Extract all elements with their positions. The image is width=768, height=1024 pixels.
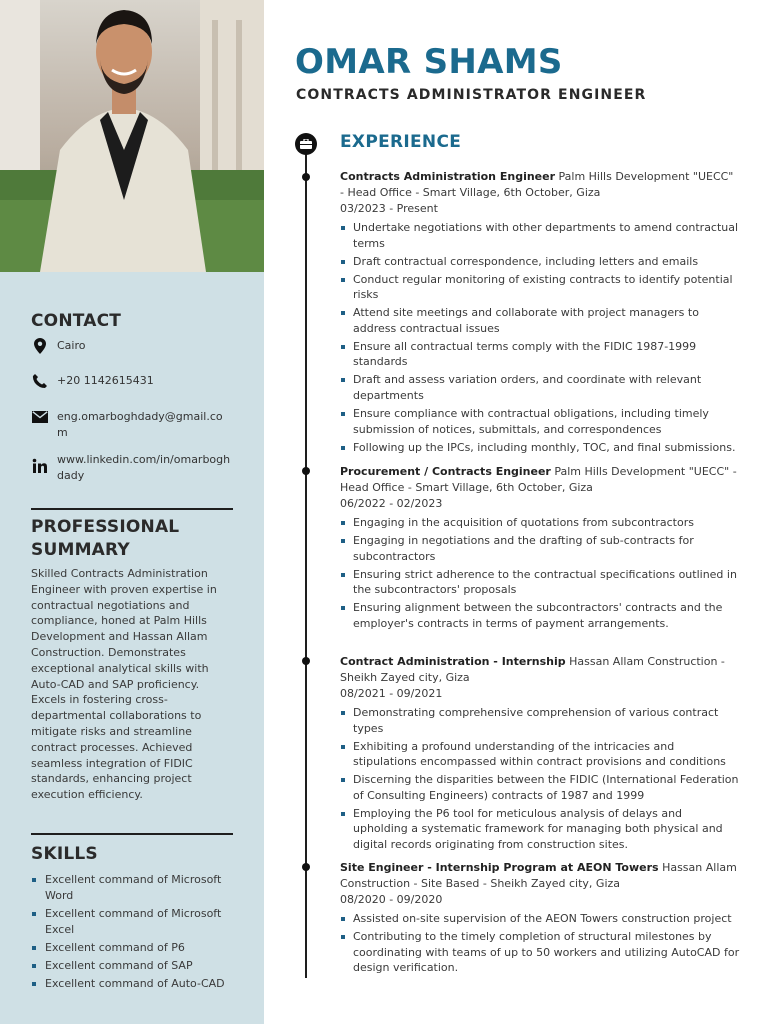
contact-linkedin[interactable]	[31, 452, 233, 483]
job-dates: 08/2020 - 09/2020	[340, 893, 443, 906]
profile-photo-illustration	[0, 0, 264, 272]
job-role: Procurement / Contracts Engineer	[340, 465, 551, 478]
sidebar	[0, 0, 264, 1024]
job-company: Palm Hills Development "UECC" - Head Office - Smart Village, 6th October, Giza	[340, 465, 737, 494]
contact-location	[31, 338, 233, 360]
timeline-dot	[302, 467, 310, 475]
skill-item: Excellent command of P6	[31, 940, 233, 956]
job-bullet: Engaging in negotiations and the drafting of sub-contracts for subcontractors	[340, 533, 740, 564]
job-bullet: Assisted on-site supervision of the AEON Towers construction project	[340, 911, 740, 927]
briefcase-icon	[295, 133, 317, 155]
job-dates: 03/2023 - Present	[340, 202, 438, 215]
timeline-dot	[302, 863, 310, 871]
job-entry	[340, 654, 740, 855]
contact-heading: CONTACT	[31, 311, 122, 331]
skill-item: Excellent command of Microsoft Word	[31, 872, 233, 904]
job-header	[340, 464, 740, 496]
job-dates: 08/2021 - 09/2021	[340, 687, 443, 700]
sidebar-content	[31, 310, 233, 994]
job-bullet: Ensuring alignment between the subcontractors' contracts and the employer's contracts in terms of payment arrangements.	[340, 600, 740, 631]
skills-heading: SKILLS	[31, 843, 98, 864]
phone-icon	[31, 373, 49, 389]
skill-item: Excellent command of Auto-CAD	[31, 976, 233, 992]
job-bullet: Attend site meetings and collaborate with project managers to address contractual issues	[340, 305, 740, 336]
section-divider	[31, 833, 233, 835]
job-bullet: Conduct regular monitoring of existing contracts to identify potential risks	[340, 272, 740, 303]
timeline-dot	[302, 657, 310, 665]
job-bullet: Contributing to the timely completion of structural milestones by coordinating with teams of up to 50 workers and utilizing AutoCAD for design verification.	[340, 929, 740, 976]
email-icon	[31, 409, 49, 425]
job-bullet: Exhibiting a profound understanding of the intricacies and stipulations encompassed within contract provisions and conditions	[340, 739, 740, 770]
job-role: Contract Administration - Internship	[340, 655, 566, 668]
job-bullet: Demonstrating comprehensive comprehension of various contract types	[340, 705, 740, 736]
summary-heading: PROFESSIONAL SUMMARY	[31, 517, 180, 560]
job-bullets	[340, 515, 740, 631]
job-bullet: Undertake negotiations with other departments to amend contractual terms	[340, 220, 740, 251]
contact-email[interactable]	[31, 409, 233, 440]
profile-photo	[0, 0, 264, 272]
job-header	[340, 169, 740, 201]
candidate-title: CONTRACTS ADMINISTRATOR ENGINEER	[296, 87, 647, 103]
job-entry	[340, 860, 740, 978]
candidate-name: OMAR SHAMS	[295, 42, 563, 82]
job-bullets	[340, 220, 740, 455]
linkedin-icon	[31, 458, 49, 474]
job-role: Contracts Administration Engineer	[340, 170, 556, 183]
contact-phone[interactable]	[31, 373, 233, 395]
job-bullet: Following up the IPCs, including monthly, TOC, and final submissions.	[340, 440, 740, 456]
job-company: Hassan Allam Construction - Sheikh Zayed city, Giza	[340, 655, 725, 684]
job-company: Hassan Allam Construction - Site Based - Sheikh Zayed city, Giza	[340, 861, 737, 890]
job-entry	[340, 169, 740, 458]
phone-text: +20 1142615431	[57, 374, 154, 387]
job-company: Palm Hills Development "UECC" - Head Office - Smart Village, 6th October, Giza	[340, 170, 734, 199]
job-bullet: Ensure compliance with contractual obligations, including timely submission of notices, submittals, and correspondences	[340, 406, 740, 437]
linkedin-text: www.linkedin.com/in/omarboghdady	[57, 453, 231, 482]
main-content	[264, 0, 768, 1024]
location-text: Cairo	[57, 339, 86, 352]
summary-text: Skilled Contracts Administration Engineer with proven expertise in contractual negotiations and compliance, honed at Palm Hills Development and Hassan Allam Construction. Demonstrates exceptional analytical skills with Auto-CAD and SAP proficiency. Excels in fostering cross-departmental collaborations to mitigate risks and streamline contract processes. Achieved seamless integration of FIDIC standards, enhancing project execution efficiency.	[31, 567, 217, 802]
location-pin-icon	[31, 338, 49, 354]
email-text: eng.omarboghdady@gmail.com	[57, 410, 223, 439]
job-bullet: Draft and assess variation orders, and coordinate with relevant departments	[340, 372, 740, 403]
experience-heading: EXPERIENCE	[340, 132, 462, 152]
job-bullets	[340, 705, 740, 852]
job-bullet: Discerning the disparities between the FIDIC (International Federation of Consulting Engineers) contracts of 1987 and 1999	[340, 772, 740, 803]
skill-item: Excellent command of SAP	[31, 958, 233, 974]
job-bullet: Ensuring strict adherence to the contractual specifications outlined in the subcontractors' proposals	[340, 567, 740, 598]
skill-item: Excellent command of Microsoft Excel	[31, 906, 233, 938]
job-bullet: Draft contractual correspondence, including letters and emails	[340, 254, 740, 270]
timeline-line	[305, 150, 307, 978]
job-bullet: Employing the P6 tool for meticulous analysis of delays and upholding a systematic framework for managing both physical and digital records originating from construction sites.	[340, 806, 740, 853]
job-entry	[340, 464, 740, 634]
job-header	[340, 860, 740, 892]
section-divider	[31, 508, 233, 510]
job-header	[340, 654, 740, 686]
skills-list	[31, 872, 233, 992]
timeline-dot	[302, 173, 310, 181]
job-bullet: Engaging in the acquisition of quotations from subcontractors	[340, 515, 740, 531]
job-role: Site Engineer - Internship Program at AEON Towers	[340, 861, 659, 874]
job-bullet: Ensure all contractual terms comply with the FIDIC 1987-1999 standards	[340, 339, 740, 370]
job-dates: 06/2022 - 02/2023	[340, 497, 443, 510]
job-bullets	[340, 911, 740, 976]
